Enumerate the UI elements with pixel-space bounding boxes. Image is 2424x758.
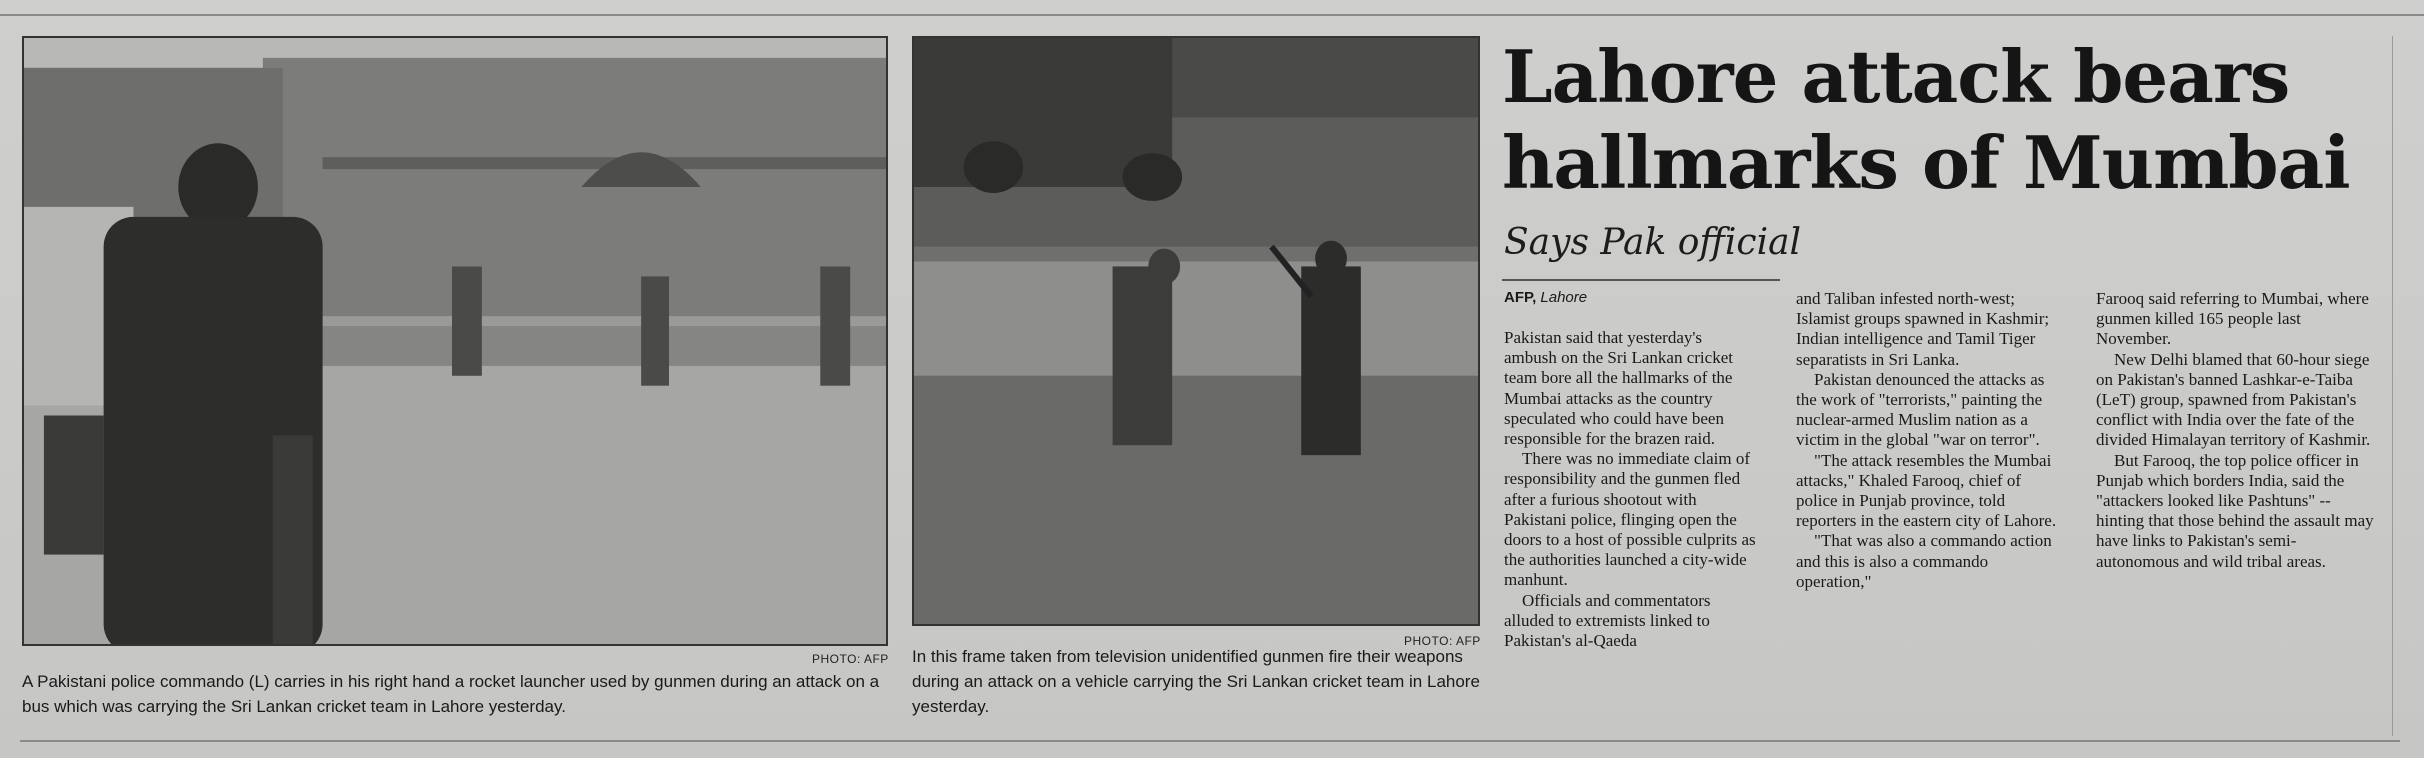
byline-place: Lahore — [1540, 289, 1588, 306]
article-column-2 — [1796, 289, 2060, 592]
paragraph: There was no immediate claim of responsibility and the gunmen fled after a furious shootout with Pakistani police, flinging open the doors to a host of possible culprits as the authorities launched a city-wide manhunt. — [1504, 449, 1756, 590]
article-column-3 — [2096, 289, 2378, 572]
headline-line-2: hallmarks of Mumbai — [1502, 120, 2350, 205]
article-subhead: Says Pak official — [1504, 222, 1802, 263]
page-edge-rule — [2392, 36, 2393, 736]
paragraph: Officials and commentators alluded to extremists linked to Pakistan's al-Qaeda — [1504, 590, 1711, 651]
headline-line-1: Lahore attack bears — [1502, 34, 2290, 119]
paragraph: But Farooq, the top police officer in Punjab which borders India, said the "attackers looked like Pashtuns" -- hinting that those behind the assault may have links to Pakistan's semi-autonomous and wild tribal areas. — [2096, 450, 2374, 571]
byline-agency: AFP, — [1504, 289, 1537, 306]
article-column-1 — [1504, 328, 1756, 651]
paragraph: "The attack resembles the Mumbai attacks," Khaled Farooq, chief of police in Punjab province, told reporters in the eastern city of Lahore. — [1796, 450, 2057, 531]
paragraph: Pakistan denounced the attacks as the work of "terrorists," painting the nuclear-armed Muslim nation as a victim in the global "war on terror". — [1796, 369, 2045, 450]
paragraph: and Taliban infested north-west; Islamist groups spawned in Kashmir; Indian intelligence and Tamil Tiger separatists in Sri Lanka. — [1796, 289, 2050, 369]
bottom-rule — [20, 740, 2400, 742]
paragraph: "That was also a commando action and this is also a commando operation," — [1796, 531, 2052, 591]
photo1-caption: A Pakistani police commando (L) carries in his right hand a rocket launcher used by gunmen during an attack on a bus which was carrying the Sri Lankan cricket team in Lahore yesterday. — [22, 672, 880, 716]
photo-police-commando — [22, 36, 888, 646]
article-byline — [1504, 289, 1587, 306]
paragraph: Farooq said referring to Mumbai, where gunmen killed 165 people last November. — [2096, 289, 2369, 349]
photo1-credit: PHOTO: AFP — [812, 652, 889, 666]
byline-rule — [1502, 279, 1780, 281]
paragraph: New Delhi blamed that 60-hour siege on Pakistan's banned Lashkar-e-Taiba (LeT) group, spawned from Pakistan's conflict with India over the fate of the divided Himalayan territory of Kashmir. — [2096, 349, 2371, 450]
photo-gunmen-tv-frame — [912, 36, 1480, 626]
top-rule — [0, 14, 2424, 16]
photo2-caption: In this frame taken from television unidentified gunmen fire their weapons during an attack on a vehicle carrying the Sri Lankan cricket team in Lahore yesterday. — [912, 647, 1480, 716]
photo2-credit: PHOTO: AFP — [1404, 634, 1481, 648]
article-headline — [1502, 34, 2382, 206]
paragraph: Pakistan said that yesterday's ambush on the Sri Lankan cricket team bore all the hallmarks of the Mumbai attacks as the country speculated who could have been responsible for the brazen raid. — [1504, 328, 1733, 449]
